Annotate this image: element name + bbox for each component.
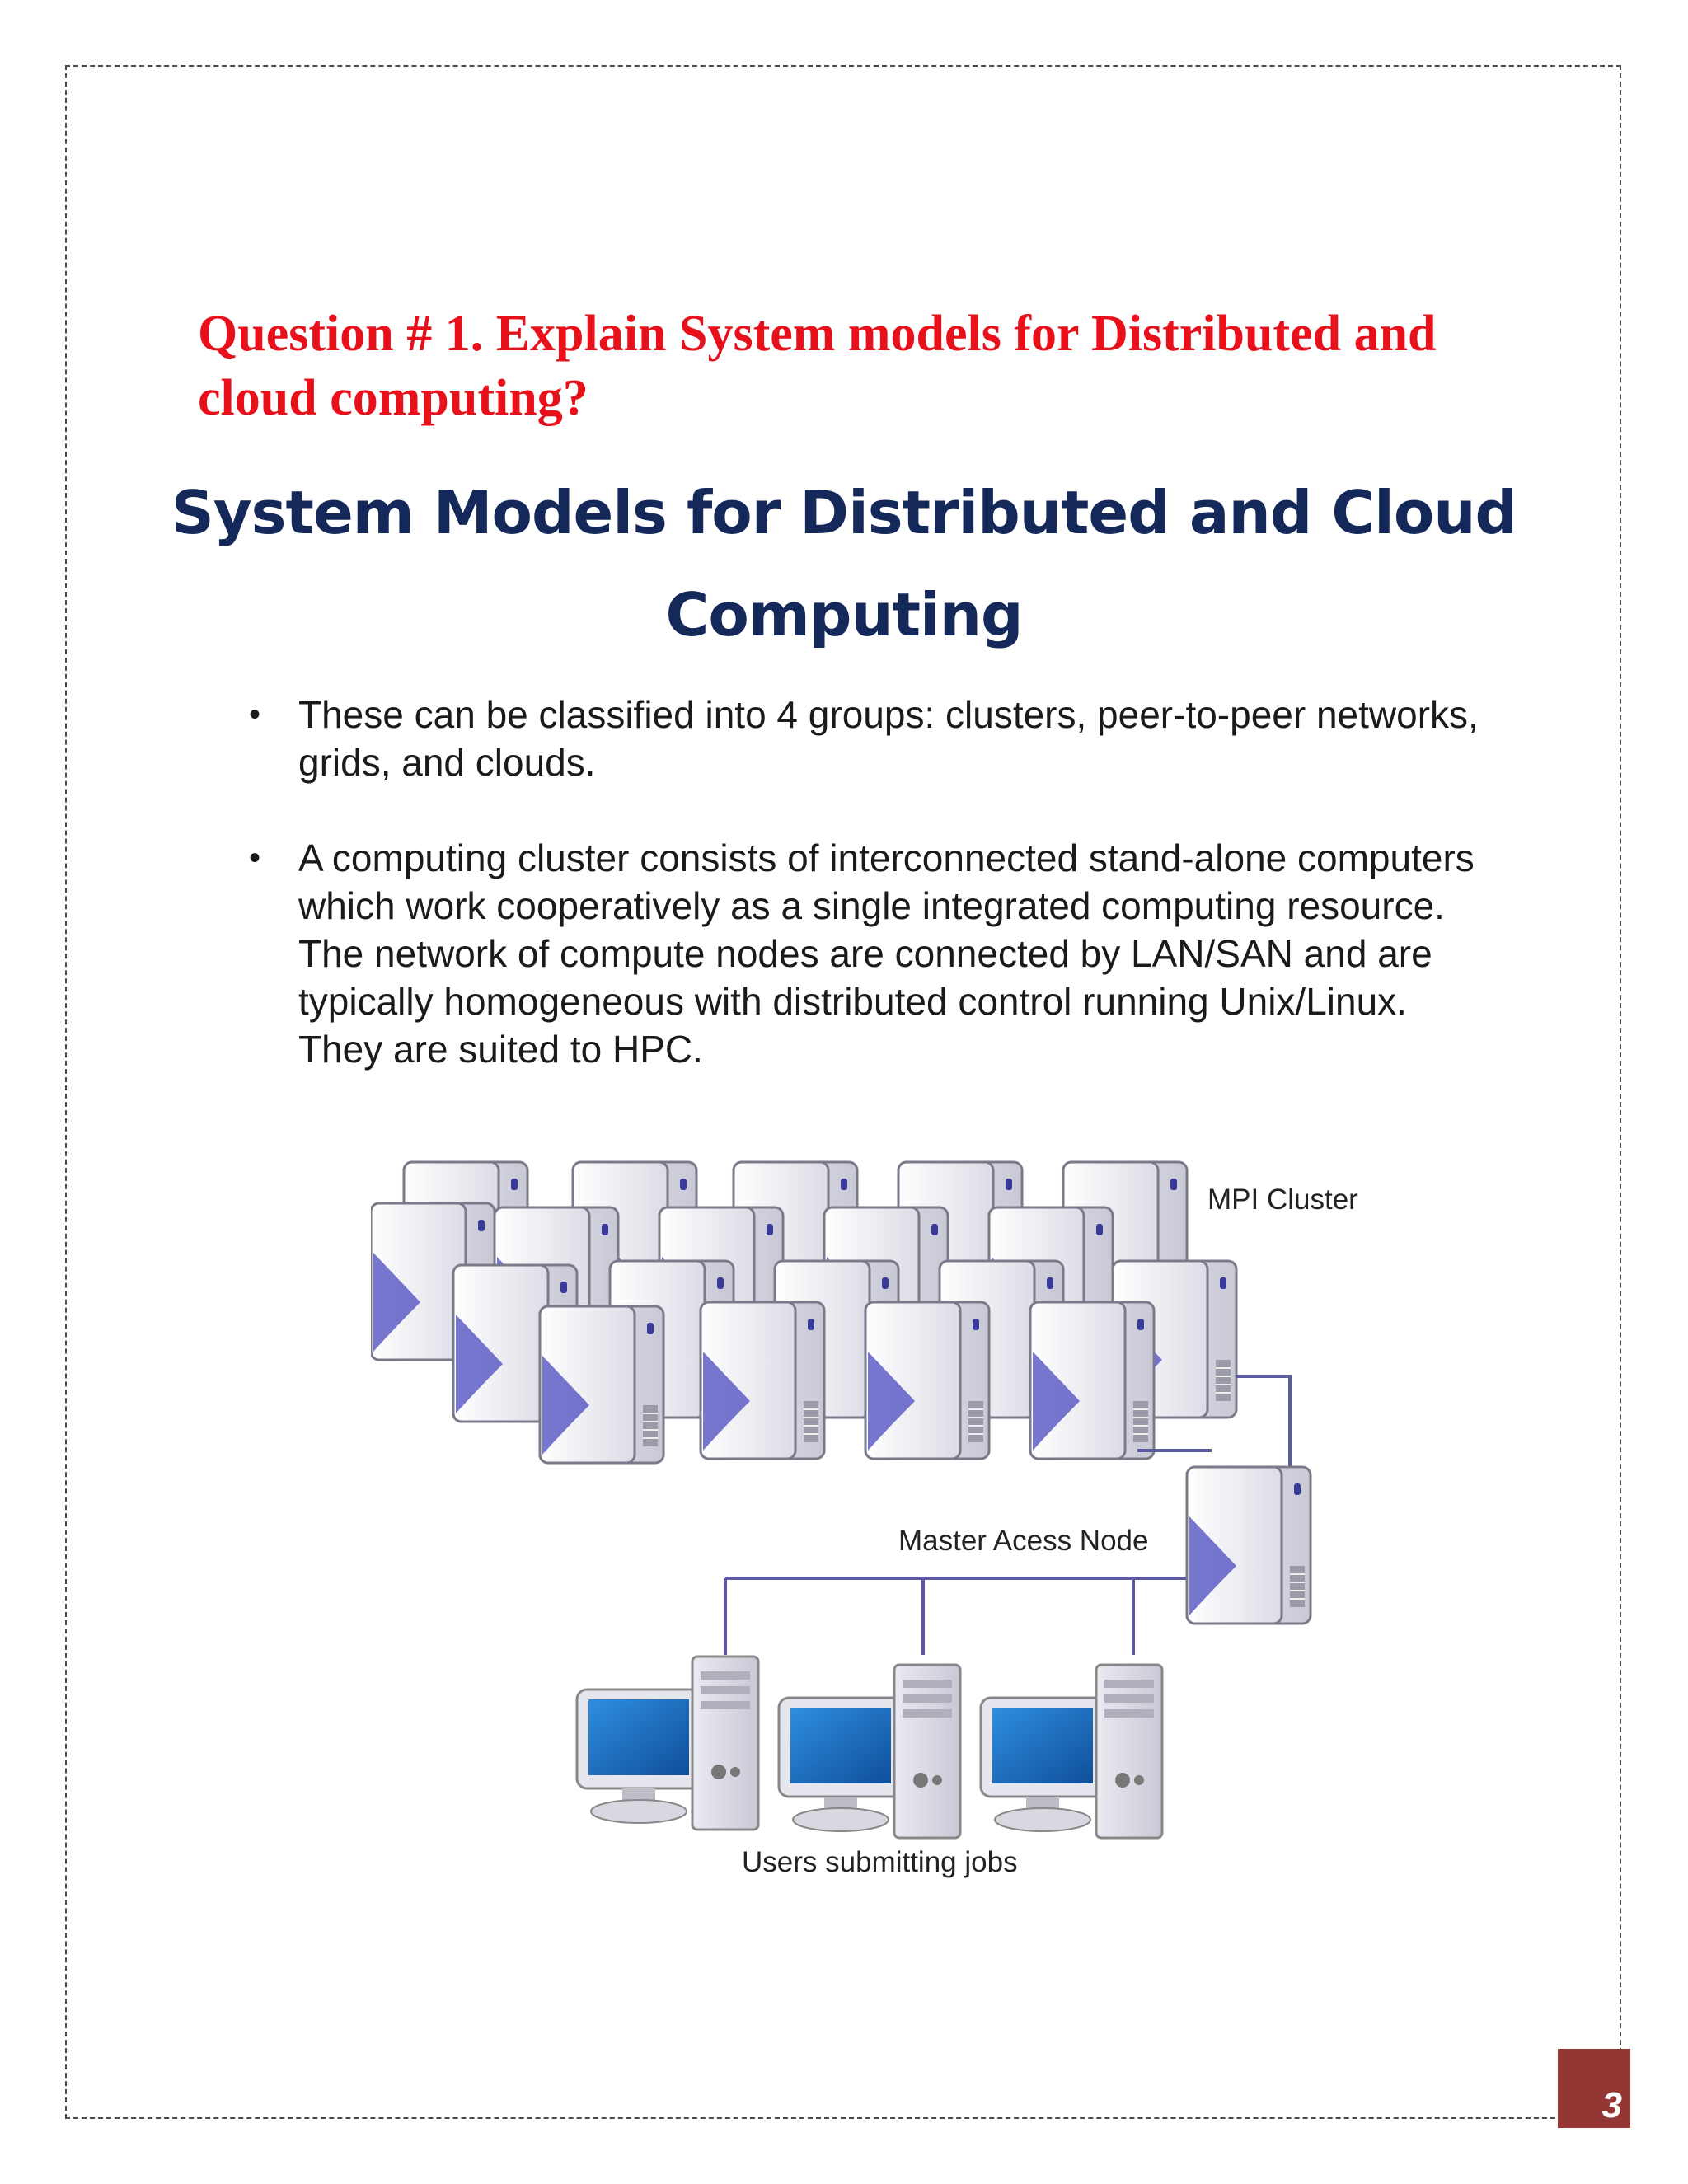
user-workstation: [779, 1665, 960, 1838]
cluster-node: [865, 1302, 989, 1459]
cluster-diagram: [371, 1137, 1360, 1896]
heading-line-1: System Models for Distributed and Cloud: [171, 478, 1517, 547]
user-workstation: [981, 1665, 1162, 1838]
cluster-label: MPI Cluster: [1207, 1183, 1358, 1216]
bullet-text: These can be classified into 4 groups: clusters, peer-to-peer networks, grids, and clouds.: [298, 693, 1479, 784]
cluster-diagram-graphic: [371, 1137, 1360, 1896]
cluster-node: [1030, 1302, 1154, 1459]
heading-line-2: Computing: [665, 580, 1023, 649]
bullet-icon: •: [249, 840, 261, 876]
page-number-badge: [1558, 2049, 1630, 2128]
bullet-item: [247, 691, 1500, 786]
cluster-node: [701, 1302, 824, 1459]
bullet-list: [247, 691, 1500, 1121]
master-node: [1187, 1467, 1311, 1624]
users-label: Users submitting jobs: [742, 1846, 1018, 1878]
user-workstation: [577, 1657, 758, 1830]
page-number: 3: [1601, 2085, 1622, 2125]
bullet-icon: •: [249, 696, 261, 733]
master-node-label: Master Acess Node: [898, 1525, 1149, 1557]
section-heading: [148, 462, 1540, 666]
cluster-node: [540, 1306, 663, 1463]
bullet-text: A computing cluster consists of interconnected stand-alone computers which work cooperatively as a single integrated computing resource. The network of compute nodes are connected by LAN/SAN and are typically homogeneous with distributed control running Unix/Linux. They are suited to HPC.: [298, 837, 1475, 1071]
question-title: Question # 1. Explain System models for Distributed and cloud computing?: [198, 306, 1437, 426]
bullet-item: [247, 834, 1500, 1073]
